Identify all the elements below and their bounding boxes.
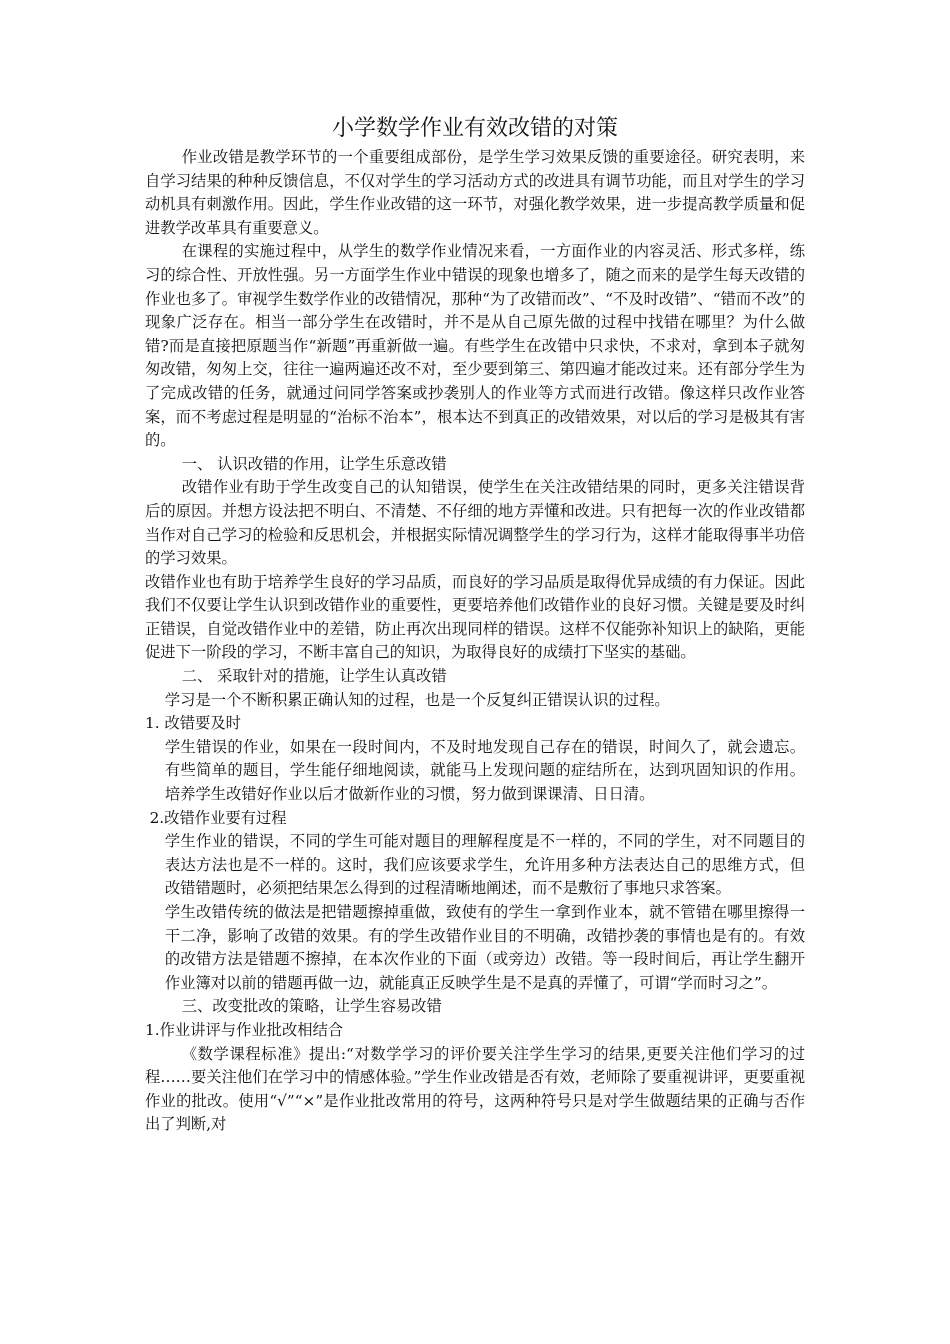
document-title: 小学数学作业有效改错的对策	[331, 116, 618, 141]
paragraph-intro: 作业改错是教学环节的一个重要组成部份，是学生学习效果反馈的重要途径。研究表明，来自学习结果的种种反馈信息，不仅对学生的学习活动方式的改进具有调节功能，而且对学生的学习动机具有刺激作用。因此，学生作业改错的这一环节，对强化教学效果，进一步提高教学质量和促进教学改革具有重要意义。	[145, 148, 805, 237]
subheading-2: 2.改错作业要有过程	[149, 808, 287, 827]
paragraph-learning-process: 学习是一个不断积累正确认知的过程，也是一个反复纠正错误认识的过程。	[164, 690, 670, 709]
subheading-3: 1.作业讲评与作业批改相结合	[145, 1020, 344, 1039]
paragraph-correction-process: 学生作业的错误，不同的学生可能对题目的理解程度是不一样的，不同的学生，对不同题目的表达方法也是不一样的。这时，我们应该要求学生，允许用多种方法表达自己的思维方式，但改错错题时，必须把结果怎么得到的过程清晰地阐述，而不是敷衍了事地只求答案。	[164, 832, 805, 898]
document-body	[145, 146, 805, 1137]
paragraph-learning-quality: 改错作业也有助于培养学生良好的学习品质，而良好的学习品质是取得优异成绩的有力保证。因此我们不仅要让学生认识到改错作业的重要性，更要培养他们改错作业的良好习惯。关键是要及时纠正错误，自觉改错作业中的差错，防止再次出现同样的错误。这样不仅能弥补知识上的缺陷，更能促进下一阶段的学习，不断丰富自己的知识，为取得良好的成绩打下坚实的基础。	[145, 572, 805, 662]
section-heading-3: 三、改变批改的策略，让学生容易改错	[181, 997, 442, 1016]
section-heading-1: 一、 认识改错的作用，让学生乐意改错	[181, 454, 447, 473]
paragraph-traditional-method: 学生改错传统的做法是把错题擦掉重做，致使有的学生一拿到作业本，就不管错在哪里擦得一干二净，影响了改错的效果。有的学生改错作业目的不明确，改错抄袭的事情也是有的。有效的改错方法是错题不擦掉，在本次作业的下面（或旁边）改错。等一段时间后，再让学生翻开作业簿对以前的错题再做一边，就能真正反映学生是不是真的弄懂了，可谓“学而时习之”。	[164, 903, 805, 992]
paragraph-curriculum-standard: 《数学课程标准》提出:“对数学学习的评价要关注学生学习的结果,更要关注他们学习的过程……要关注他们在学习中的情感体验。”学生作业改错是否有效，老师除了要重视讲评，更要重视作业的批改。使用“√”“×”是作业批改常用的符号，这两种符号只是对学生做题结果的正确与否作出了判断,对	[145, 1044, 805, 1134]
subheading-1: 1. 改错要及时	[145, 714, 241, 733]
paragraph-current-situation: 在课程的实施过程中，从学生的数学作业情况来看，一方面作业的内容灵活、形式多样，练习的综合性、开放性强。另一方面学生作业中错误的现象也增多了，随之而来的是学生每天改错的作业也多了。审视学生数学作业的改错情况，那种“为了改错而改”、“不及时改错”、“错而不改”的现象广泛存在。相当一部分学生在改错时，并不是从自己原先做的过程中找错在哪里？为什么做错?而是直接把原题当作“新题”再重新做一遍。有些学生在改错中只求快，不求对，拿到本子就匆匆改错，匆匆上交，往往一遍两遍还改不对，至少要到第三、第四遍才能改过来。还有部分学生为了完成改错的任务，就通过问同学答案或抄袭别人的作业等方式而进行改错。像这样只改作业答案，而不考虑过程是明显的“治标不治本”，根本达不到真正的改错效果，对以后的学习是极其有害的。	[145, 242, 805, 450]
section-heading-2: 二、 采取针对的措施，让学生认真改错	[181, 667, 447, 686]
paragraph-timely-correction: 学生错误的作业，如果在一段时间内，不及时地发现自己存在的错误，时间久了，就会遗忘。有些简单的题目，学生能仔细地阅读，就能马上发现问题的症结所在，达到巩固知识的作用。培养学生改错好作业以后才做新作业的习惯，努力做到课课清、日日清。	[164, 737, 805, 804]
document-page	[145, 112, 805, 1137]
paragraph-role-of-correction: 改错作业有助于学生改变自己的认知错误，使学生在关注改错结果的同时，更多关注错误背后的原因。并想方设法把不明白、不清楚、不仔细的地方弄懂和改进。只有把每一次的作业改错都当作对自己学习的检验和反思机会，并根据实际情况调整学生的学习行为，这样才能取得事半功倍的学习效果。	[145, 478, 805, 568]
